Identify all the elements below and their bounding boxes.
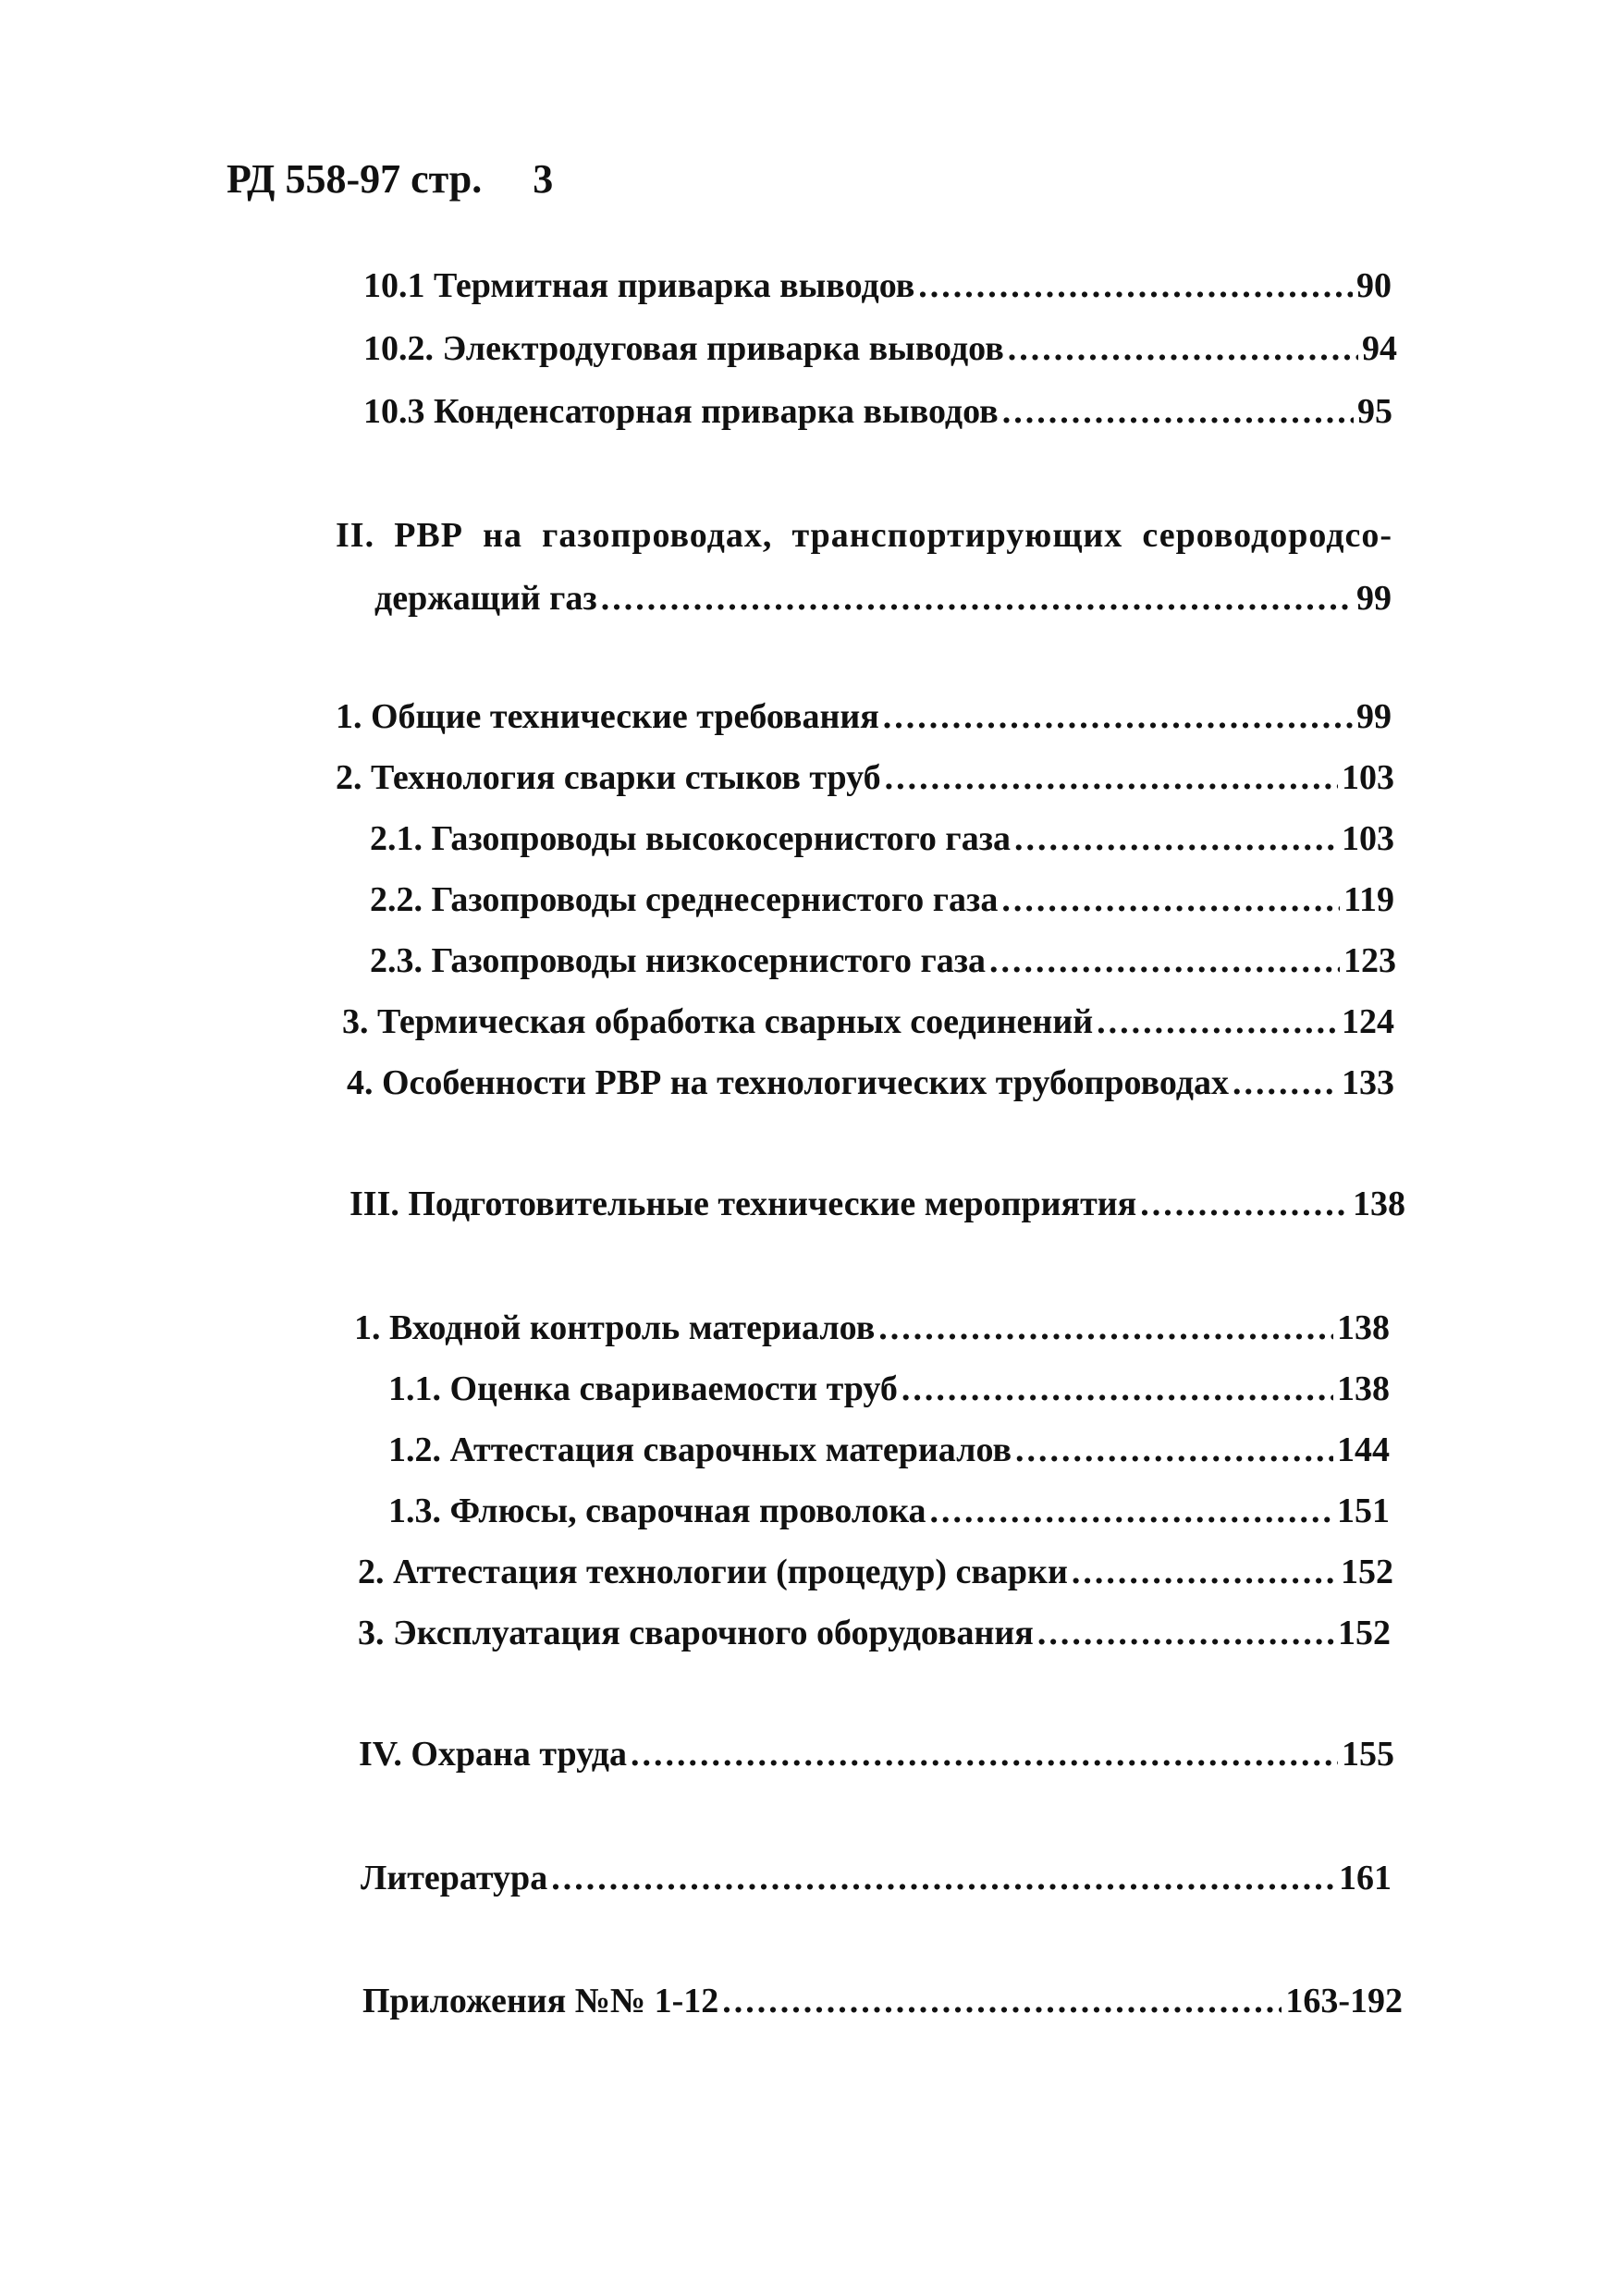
dot-leader <box>551 1860 1335 1896</box>
toc-entry-2-4[interactable] <box>347 1065 1394 1100</box>
toc-entry-page: 161 <box>1339 1859 1392 1897</box>
toc-entry-label: 1.3. Флюсы, сварочная проволока <box>388 1492 926 1530</box>
toc-entry-section-2[interactable] <box>374 581 1392 616</box>
toc-entry-label: 3. Эксплуатация сварочного оборудования <box>358 1614 1034 1652</box>
toc-entry-page: 151 <box>1337 1492 1390 1530</box>
toc-entry-label: 4. Особенности РВР на технологических трубопроводах <box>347 1063 1229 1102</box>
toc-entry-page: 124 <box>1342 1002 1394 1041</box>
toc-entry-page: 152 <box>1341 1553 1393 1591</box>
dot-leader <box>631 1737 1338 1772</box>
toc-entry-10-2[interactable] <box>363 331 1397 366</box>
toc-entry-label: Литература <box>361 1859 548 1897</box>
dot-leader <box>722 1983 1282 2019</box>
toc-entry-page: 103 <box>1342 819 1394 858</box>
toc-entry-page: 123 <box>1343 941 1396 980</box>
dot-leader <box>1014 821 1338 856</box>
toc-entry-page: 95 <box>1357 392 1392 431</box>
toc-entry-page: 103 <box>1342 758 1394 797</box>
toc-entry-2-2-3[interactable] <box>370 943 1396 978</box>
toc-entry-2-2-2[interactable] <box>370 882 1394 917</box>
dot-leader <box>601 581 1353 616</box>
toc-entry-2-1[interactable] <box>336 699 1392 734</box>
toc-entry-page: 144 <box>1337 1430 1390 1469</box>
toc-entry-3-1-2[interactable] <box>388 1432 1390 1467</box>
toc-entry-section-2-line-1[interactable] <box>336 518 1392 553</box>
toc-entry-page: 90 <box>1356 266 1392 305</box>
dot-leader <box>883 699 1353 734</box>
toc-entry-label: 10.2. Электродуговая приварка выводов <box>363 329 1004 368</box>
toc-entry-page: 152 <box>1338 1614 1391 1652</box>
toc-entry-2-2[interactable] <box>336 760 1394 795</box>
toc-entry-label: 1. Общие технические требования <box>336 697 879 736</box>
dot-leader <box>1037 1615 1334 1651</box>
toc-entry-label: 3. Термическая обработка сварных соединений <box>342 1002 1094 1041</box>
dot-leader <box>1015 1432 1333 1467</box>
toc-entry-2-2-1[interactable] <box>370 821 1394 856</box>
toc-entry-label: 1. Входной контроль материалов <box>354 1308 876 1347</box>
toc-entry-label: Приложения №№ 1-12 <box>362 1982 719 2020</box>
document-reference: РД 558-97 стр. <box>227 156 483 202</box>
toc-entry-page: 163-192 <box>1285 1982 1403 2020</box>
dot-leader <box>1002 394 1354 429</box>
toc-entry-label: 1.2. Аттестация сварочных материалов <box>388 1430 1012 1469</box>
toc-entry-appendices[interactable] <box>362 1983 1403 2019</box>
toc-entry-label: 2. Технология сварки стыков труб <box>336 758 881 797</box>
toc-entry-label: 10.3 Конденсаторная приварка выводов <box>363 392 999 431</box>
toc-entry-3-1-1[interactable] <box>388 1371 1390 1406</box>
toc-entry-2-3[interactable] <box>342 1004 1394 1039</box>
page-number: 3 <box>533 156 554 202</box>
toc-entry-page: 133 <box>1342 1063 1394 1102</box>
dot-leader <box>901 1371 1333 1406</box>
dot-leader <box>1140 1186 1349 1222</box>
toc-entry-page: 99 <box>1356 579 1392 618</box>
toc-entry-label: держащий газ <box>374 579 597 618</box>
dot-leader <box>918 268 1353 303</box>
dot-leader <box>1097 1004 1338 1039</box>
toc-entry-page: 155 <box>1342 1735 1394 1774</box>
toc-entry-page: 138 <box>1353 1185 1405 1223</box>
toc-entry-page: 138 <box>1337 1369 1390 1408</box>
dot-leader <box>1008 331 1358 366</box>
dot-leader <box>885 760 1338 795</box>
toc-entry-3-1[interactable] <box>354 1310 1390 1345</box>
toc-entry-section-4[interactable] <box>359 1737 1394 1772</box>
toc-entry-label: 2. Аттестация технологии (процедур) сварки <box>358 1553 1068 1591</box>
toc-entry-page: 99 <box>1356 697 1392 736</box>
toc-entry-label: 2.2. Газопроводы среднесернистого газа <box>370 880 999 919</box>
dot-leader <box>878 1310 1333 1345</box>
toc-entry-label: III. Подготовительные технические мероприятия <box>350 1185 1137 1223</box>
toc-entry-page: 119 <box>1343 880 1394 919</box>
toc-entry-page: 138 <box>1337 1308 1390 1347</box>
toc-entry-page: 94 <box>1362 329 1397 368</box>
toc-entry-label: IV. Охрана труда <box>359 1735 628 1774</box>
toc-entry-10-1[interactable] <box>363 268 1392 303</box>
toc-entry-10-3[interactable] <box>363 394 1392 429</box>
toc-entry-3-3[interactable] <box>358 1615 1391 1651</box>
toc-entry-3-1-3[interactable] <box>388 1493 1390 1529</box>
page-header <box>227 155 553 203</box>
toc-entry-section-3[interactable] <box>350 1186 1405 1222</box>
toc-entry-literature[interactable] <box>361 1860 1392 1896</box>
dot-leader <box>1233 1065 1338 1100</box>
toc-entry-label: 1.1. Оценка свариваемости труб <box>388 1369 898 1408</box>
toc-entry-label: 2.1. Газопроводы высокосернистого газа <box>370 819 1011 858</box>
dot-leader <box>1001 882 1340 917</box>
dot-leader <box>930 1493 1333 1529</box>
dot-leader <box>989 943 1340 978</box>
toc-entry-label: 10.1 Термитная приварка выводов <box>363 266 915 305</box>
toc-entry-label: II. РВР на газопроводах, транспортирующих сероводородсо- <box>336 516 1392 555</box>
dot-leader <box>1072 1554 1337 1590</box>
toc-entry-label: 2.3. Газопроводы низкосернистого газа <box>370 941 986 980</box>
toc-entry-3-2[interactable] <box>358 1554 1393 1590</box>
